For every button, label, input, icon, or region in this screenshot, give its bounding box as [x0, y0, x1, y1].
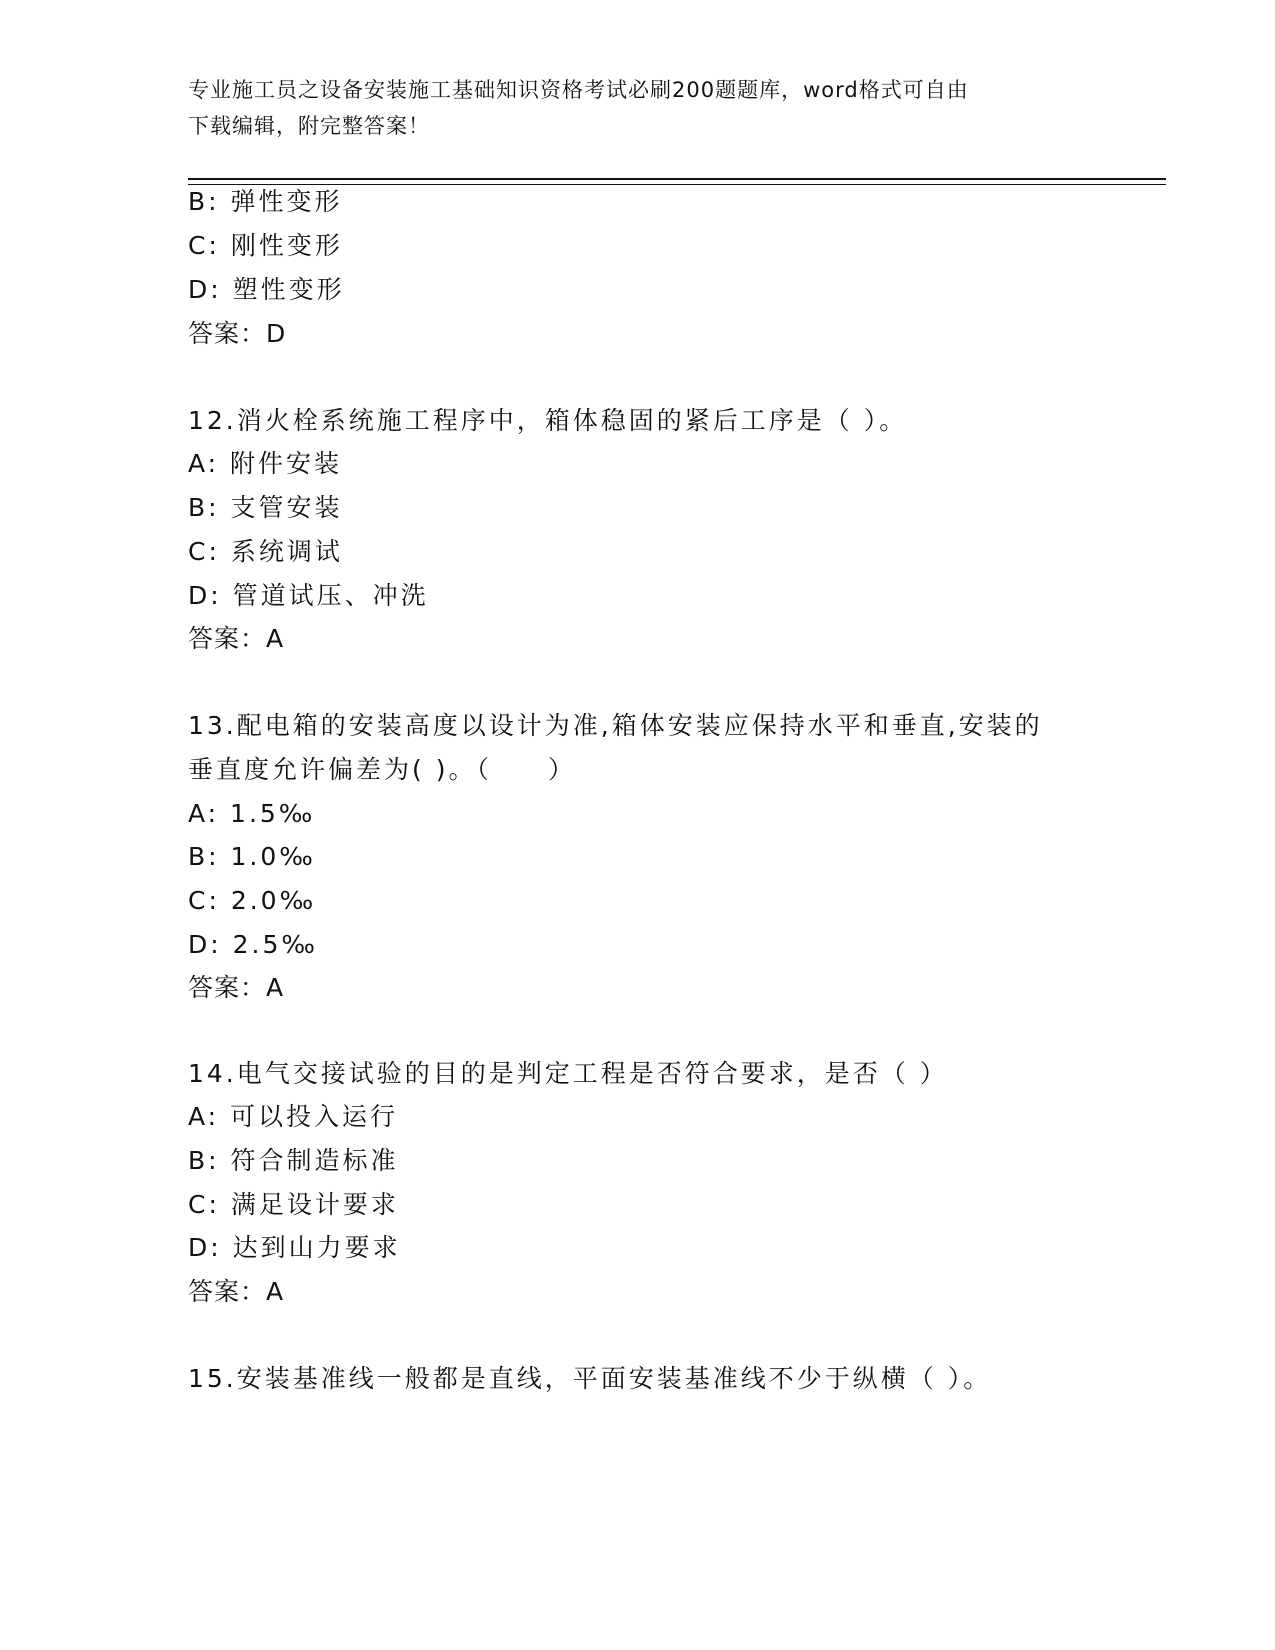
header-divider-thin — [188, 184, 1166, 185]
q12-option-c: C: 系统调试 — [188, 537, 343, 566]
document-header — [188, 72, 1068, 144]
q14-stem: 14.电气交接试验的目的是判定工程是否符合要求，是否（ ） — [188, 1059, 948, 1088]
q14-option-b: B: 符合制造标准 — [188, 1146, 399, 1175]
q11-option-d: D: 塑性变形 — [188, 275, 345, 304]
q12-option-b: B: 支管安装 — [188, 493, 343, 522]
header-divider-thick — [188, 178, 1166, 180]
q14-option-d: D: 达到山力要求 — [188, 1233, 401, 1262]
q12-option-d: D: 管道试压、冲洗 — [188, 581, 429, 610]
q14-answer: 答案：A — [188, 1277, 285, 1306]
q13-answer: 答案：A — [188, 973, 285, 1002]
q11-option-b: B: 弹性变形 — [188, 187, 343, 216]
q13-option-c: C: 2.0‰ — [188, 886, 317, 915]
q13-option-b: B: 1.0‰ — [188, 842, 316, 871]
header-line-2: 下载编辑，附完整答案！ — [188, 114, 430, 138]
q13-option-a: A: 1.5‰ — [188, 799, 316, 828]
q12-option-a: A: 附件安装 — [188, 449, 343, 478]
header-line-1: 专业施工员之设备安装施工基础知识资格考试必刷200题题库，word格式可自由 — [188, 78, 969, 102]
q12-stem: 12.消火栓系统施工程序中，箱体稳固的紧后工序是（ ）。 — [188, 406, 908, 435]
q11-answer: 答案：D — [188, 319, 287, 348]
q13-stem-line-1: 13.配电箱的安装高度以设计为准,箱体安装应保持水平和垂直,安装的 — [188, 711, 1043, 740]
q15-stem: 15.安装基准线一般都是直线，平面安装基准线不少于纵横（ ）。 — [188, 1364, 992, 1393]
q12-answer: 答案：A — [188, 624, 285, 653]
q13-stem-line-2: 垂直度允许偏差为( )。（ ） — [188, 755, 576, 784]
q14-option-a: A: 可以投入运行 — [188, 1102, 399, 1131]
q11-option-c: C: 刚性变形 — [188, 231, 343, 260]
q14-option-c: C: 满足设计要求 — [188, 1190, 399, 1219]
q13-option-d: D: 2.5‰ — [188, 930, 318, 959]
